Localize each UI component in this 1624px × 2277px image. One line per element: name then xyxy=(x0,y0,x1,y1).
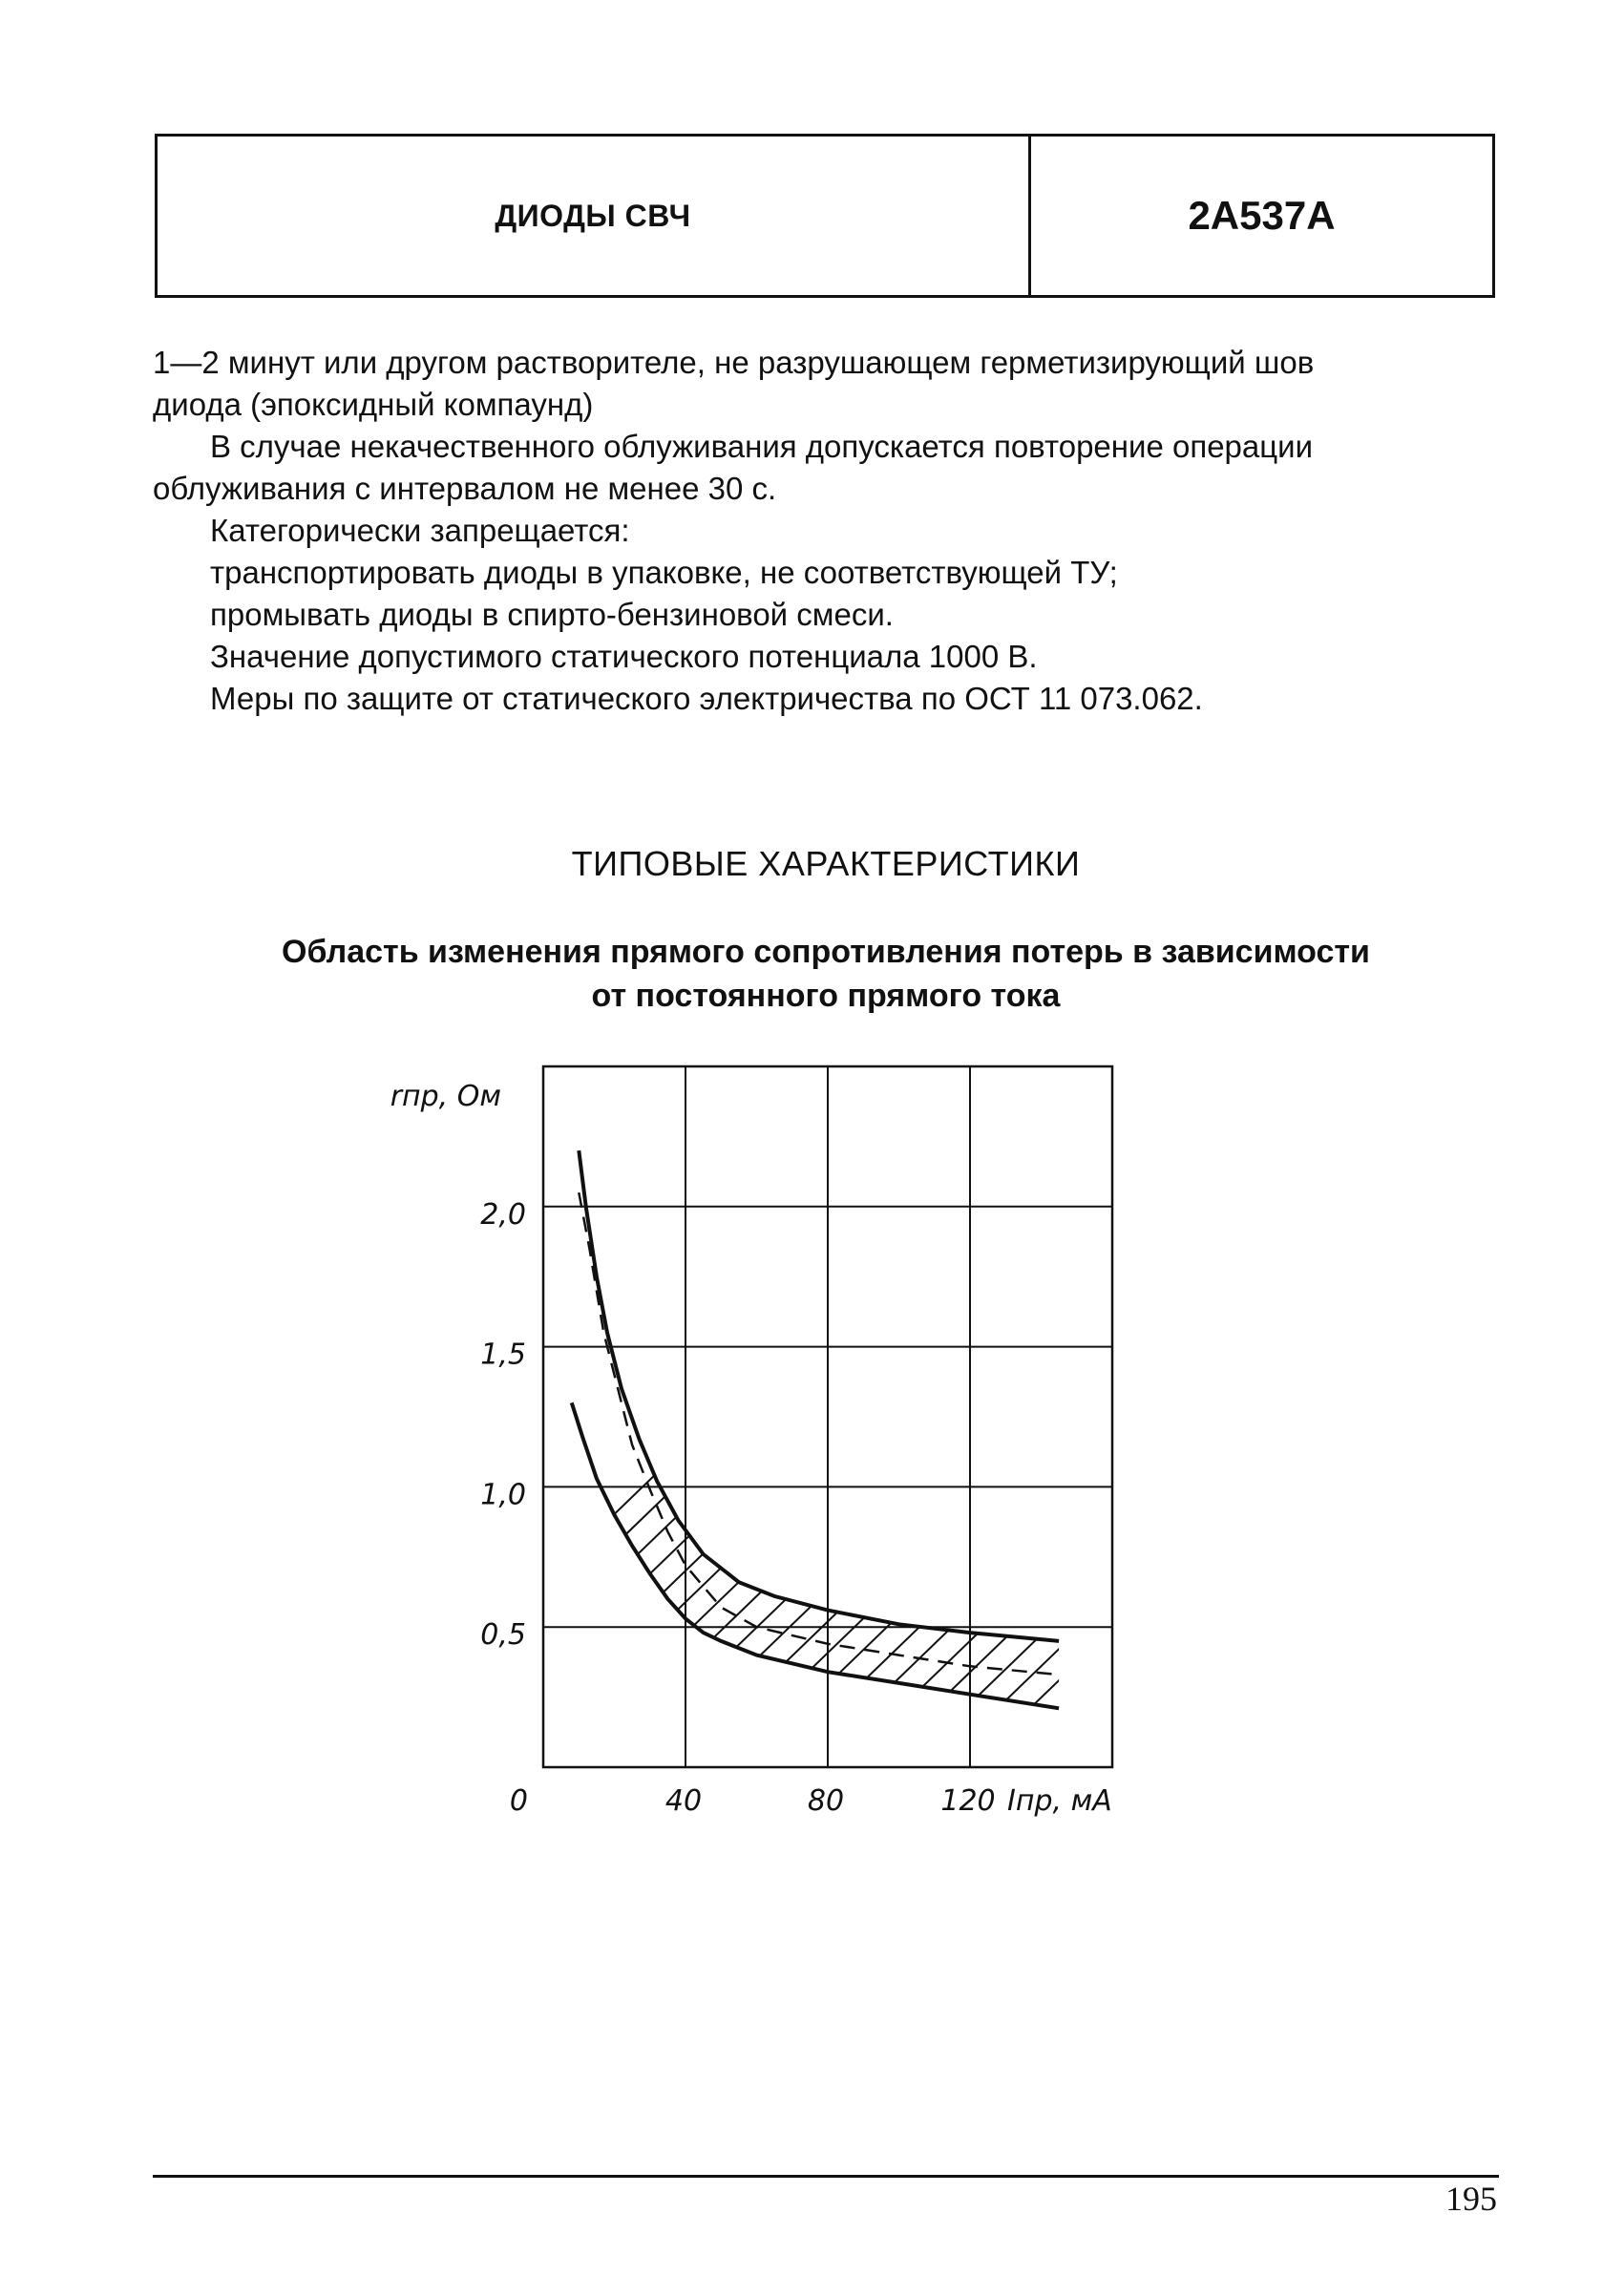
paragraph-7: Меры по защите от статического электричества по ОСТ 11 073.062. xyxy=(210,681,1203,716)
hatch-line xyxy=(547,1066,1273,1767)
paragraph-5: промывать диоды в спирто-бензиновой смеси. xyxy=(210,597,894,632)
hatch-line xyxy=(969,1066,1624,1767)
hatch-line xyxy=(1294,1066,1624,1767)
chart-title-line-2: от постоянного прямого тока xyxy=(591,978,1061,1014)
paragraph-1-line-1: 1—2 минут или другом растворителе, не разрушающем герметизирующий шов xyxy=(153,345,1315,380)
hatch-line xyxy=(774,1066,1500,1767)
hatch-line xyxy=(482,1066,1208,1767)
section-heading: ТИПОВЫЕ ХАРАКТЕРИСТИКИ xyxy=(571,844,1081,883)
hatch-line xyxy=(515,1066,1240,1767)
hatch-line xyxy=(385,1066,1110,1767)
typical-curve xyxy=(579,1192,1059,1675)
x-tick-label: 120 xyxy=(940,1784,996,1818)
hatch-line xyxy=(807,1066,1532,1767)
hatch-line xyxy=(1066,1066,1624,1767)
paragraph-1-line-2: диода (эпоксидный компаунд) xyxy=(153,387,594,422)
hatch-line xyxy=(1164,1066,1624,1767)
hatch-line xyxy=(1261,1066,1624,1767)
hatch-line xyxy=(450,1066,1175,1767)
hatch-line xyxy=(872,1066,1597,1767)
header-part-number: 2А537А xyxy=(1188,193,1336,238)
hatch-line xyxy=(1099,1066,1624,1767)
hatch-line xyxy=(644,1066,1370,1767)
x-axis-label: Iпр, мА xyxy=(1007,1784,1112,1818)
hatch-line xyxy=(1131,1066,1624,1767)
hatch-line xyxy=(904,1066,1624,1767)
paragraph-4: транспортировать диоды в упаковке, не соответствующей ТУ; xyxy=(210,555,1118,590)
chart-title-line-1: Область изменения прямого сопротивления потерь в зависимости xyxy=(282,934,1370,970)
grid xyxy=(543,1066,1112,1767)
upper-bound-curve xyxy=(579,1150,1059,1641)
header-category: ДИОДЫ СВЧ xyxy=(158,137,1031,295)
y-tick-label: 1,0 xyxy=(480,1478,526,1512)
hatch-line xyxy=(1196,1066,1624,1767)
hatch-line xyxy=(1326,1066,1624,1767)
paragraph-2-line-2: облуживания с интервалом не менее 30 с. xyxy=(153,471,777,506)
hatch-line xyxy=(709,1066,1435,1767)
footer-rule xyxy=(153,2175,1499,2178)
x-tick-label: 80 xyxy=(807,1784,845,1818)
hatch-line xyxy=(937,1066,1624,1767)
curves xyxy=(572,1150,1059,1708)
hatch-line xyxy=(1391,1066,1624,1767)
hatch-line xyxy=(1229,1066,1624,1767)
y-tick-label: 2,0 xyxy=(480,1197,526,1232)
hatch-line xyxy=(1359,1066,1624,1767)
y-axis-label: rпр, Ом xyxy=(390,1080,501,1113)
x-tick-label: 0 xyxy=(509,1784,528,1818)
tick-labels xyxy=(480,1198,995,1818)
hatch-line xyxy=(612,1066,1338,1767)
hatch-line xyxy=(1002,1066,1624,1767)
y-tick-label: 0,5 xyxy=(480,1618,526,1653)
page-number: 195 xyxy=(1445,2180,1497,2218)
hatch-line xyxy=(742,1066,1467,1767)
paragraph-2-line-1: В случае некачественного облуживания допускается повторение операции xyxy=(210,429,1314,464)
hatch-line xyxy=(1034,1066,1624,1767)
x-tick-label: 40 xyxy=(664,1784,703,1818)
paragraph-6: Значение допустимого статического потенциала 1000 В. xyxy=(210,639,1038,674)
paragraph-3: Категорически запрещается: xyxy=(210,513,630,548)
y-tick-label: 1,5 xyxy=(480,1338,526,1372)
